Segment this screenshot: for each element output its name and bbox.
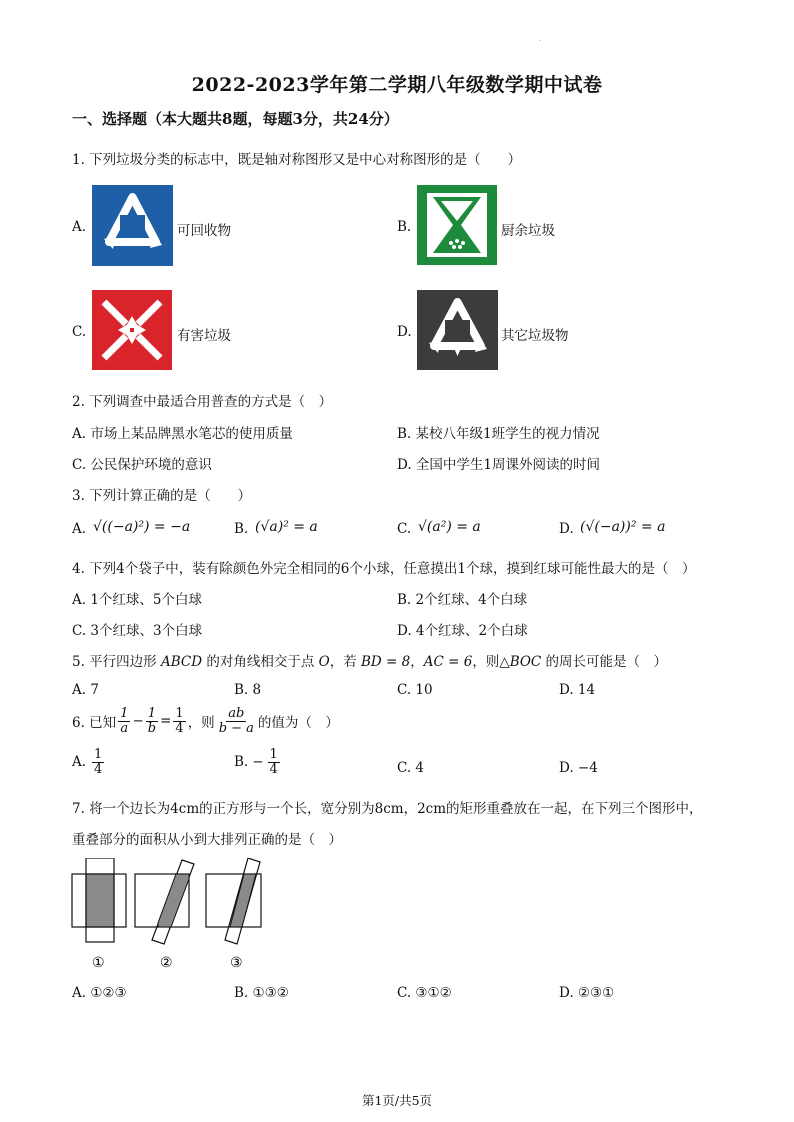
q1-option-a-key: A. xyxy=(72,219,87,235)
page-footer: 第1页/共5页 xyxy=(361,1093,433,1108)
q3-option-b-formula: (√a)² = a xyxy=(255,519,318,535)
q5-option-a: A. 7 xyxy=(72,682,99,698)
q1-option-c-key: C. xyxy=(72,324,87,340)
q6-option-b: B. − $\frac{1}{4}$ xyxy=(234,747,278,777)
question-7-line-2: 重叠部分的面积从小到大排列正确的是（ ） xyxy=(72,832,342,848)
q6-option-d: D. −4 xyxy=(559,760,598,776)
q1-option-b-key: B. xyxy=(397,219,412,235)
q2-option-c: C. 公民保护环境的意识 xyxy=(72,457,212,473)
kitchen-waste-icon xyxy=(417,185,497,265)
other-waste-icon xyxy=(417,290,498,370)
q1-option-c-label: 有害垃圾 xyxy=(177,328,231,344)
header-dot: . xyxy=(539,34,542,43)
q1-option-d-key: D. xyxy=(397,324,412,340)
q4-option-c: C. 3个红球、3个白球 xyxy=(72,623,203,639)
q7-option-b: B. ①③② xyxy=(234,985,289,1001)
q7-figure-2 xyxy=(135,860,194,944)
q3-option-d-key: D. xyxy=(559,521,574,537)
q1-option-a-label: 可回收物 xyxy=(177,223,231,239)
question-6-stem: 6. 已知 $\frac{1}{a}$ − $\frac{1}{b}$ = $\frac{1}{4}$ ，则 $\frac{ab}{b - a}$ 的值为（ ） xyxy=(72,706,339,736)
question-2-stem: 2. 下列调查中最适合用普查的方式是（ ） xyxy=(72,394,333,410)
q3-option-a-formula: √((−a)²) = −a xyxy=(93,519,191,535)
q7-figure-1-label: ① xyxy=(92,955,105,971)
question-1-stem: 1. 下列垃圾分类的标志中，既是轴对称图形又是中心对称图形的是（ ） xyxy=(72,152,522,168)
section-heading: 一、选择题（本大题共8题，每题3分，共24分） xyxy=(72,110,399,128)
question-5-stem: 5. 平行四边形 ABCD 的对角线相交于点 O，若 BD = 8，AC = 6，则△BOC 的周长可能是（ ） xyxy=(72,654,668,670)
q3-option-c-key: C. xyxy=(397,521,412,537)
recycle-icon xyxy=(92,185,173,266)
q2-option-d: D. 全国中学生1周课外阅读的时间 xyxy=(397,457,601,473)
question-7-line-1: 7. 将一个边长为4cm的正方形与一个长，宽分别为8cm，2cm的矩形重叠放在一起，在下列三个图形中， xyxy=(72,801,703,817)
q3-option-a-key: A. xyxy=(72,521,87,537)
q7-option-d: D. ②③① xyxy=(559,985,615,1001)
q4-option-a: A. 1个红球、5个白球 xyxy=(72,592,203,608)
q7-figure-3 xyxy=(206,858,261,944)
q5-option-c: C. 10 xyxy=(397,682,433,698)
q3-option-c-formula: √(a²) = a xyxy=(418,519,481,535)
q4-option-b: B. 2个红球、4个白球 xyxy=(397,592,528,608)
q6-option-c: C. 4 xyxy=(397,760,425,776)
hazardous-waste-icon xyxy=(92,290,172,370)
q7-figures xyxy=(70,858,280,976)
q1-option-b-label: 厨余垃圾 xyxy=(501,223,555,239)
q7-option-c: C. ③①② xyxy=(397,985,452,1001)
q3-option-d-formula: (√(−a))² = a xyxy=(580,519,666,535)
q4-option-d: D. 4个红球、2个白球 xyxy=(397,623,528,639)
q7-figure-2-label: ② xyxy=(160,955,173,971)
q7-figure-3-label: ③ xyxy=(230,955,243,971)
q7-figure-1 xyxy=(72,858,126,942)
q6-option-a: A. $\frac{1}{4}$ xyxy=(72,747,103,777)
q1-option-d-label: 其它垃圾物 xyxy=(501,328,569,344)
q5-option-b: B. 8 xyxy=(234,682,262,698)
q5-option-d: D. 14 xyxy=(559,682,596,698)
q3-option-b-key: B. xyxy=(234,521,249,537)
question-3-stem: 3. 下列计算正确的是（ ） xyxy=(72,488,252,504)
page-title: 2022-2023学年第二学期八年级数学期中试卷 xyxy=(191,74,603,96)
question-4-stem: 4. 下列4个袋子中，装有除颜色外完全相同的6个小球，任意摸出1个球，摸到红球可能性最大的是（ ） xyxy=(72,561,696,577)
q2-option-b: B. 某校八年级1班学生的视力情况 xyxy=(397,426,600,442)
q7-option-a: A. ①②③ xyxy=(72,985,127,1001)
q2-option-a: A. 市场上某品牌黑水笔芯的使用质量 xyxy=(72,426,293,442)
